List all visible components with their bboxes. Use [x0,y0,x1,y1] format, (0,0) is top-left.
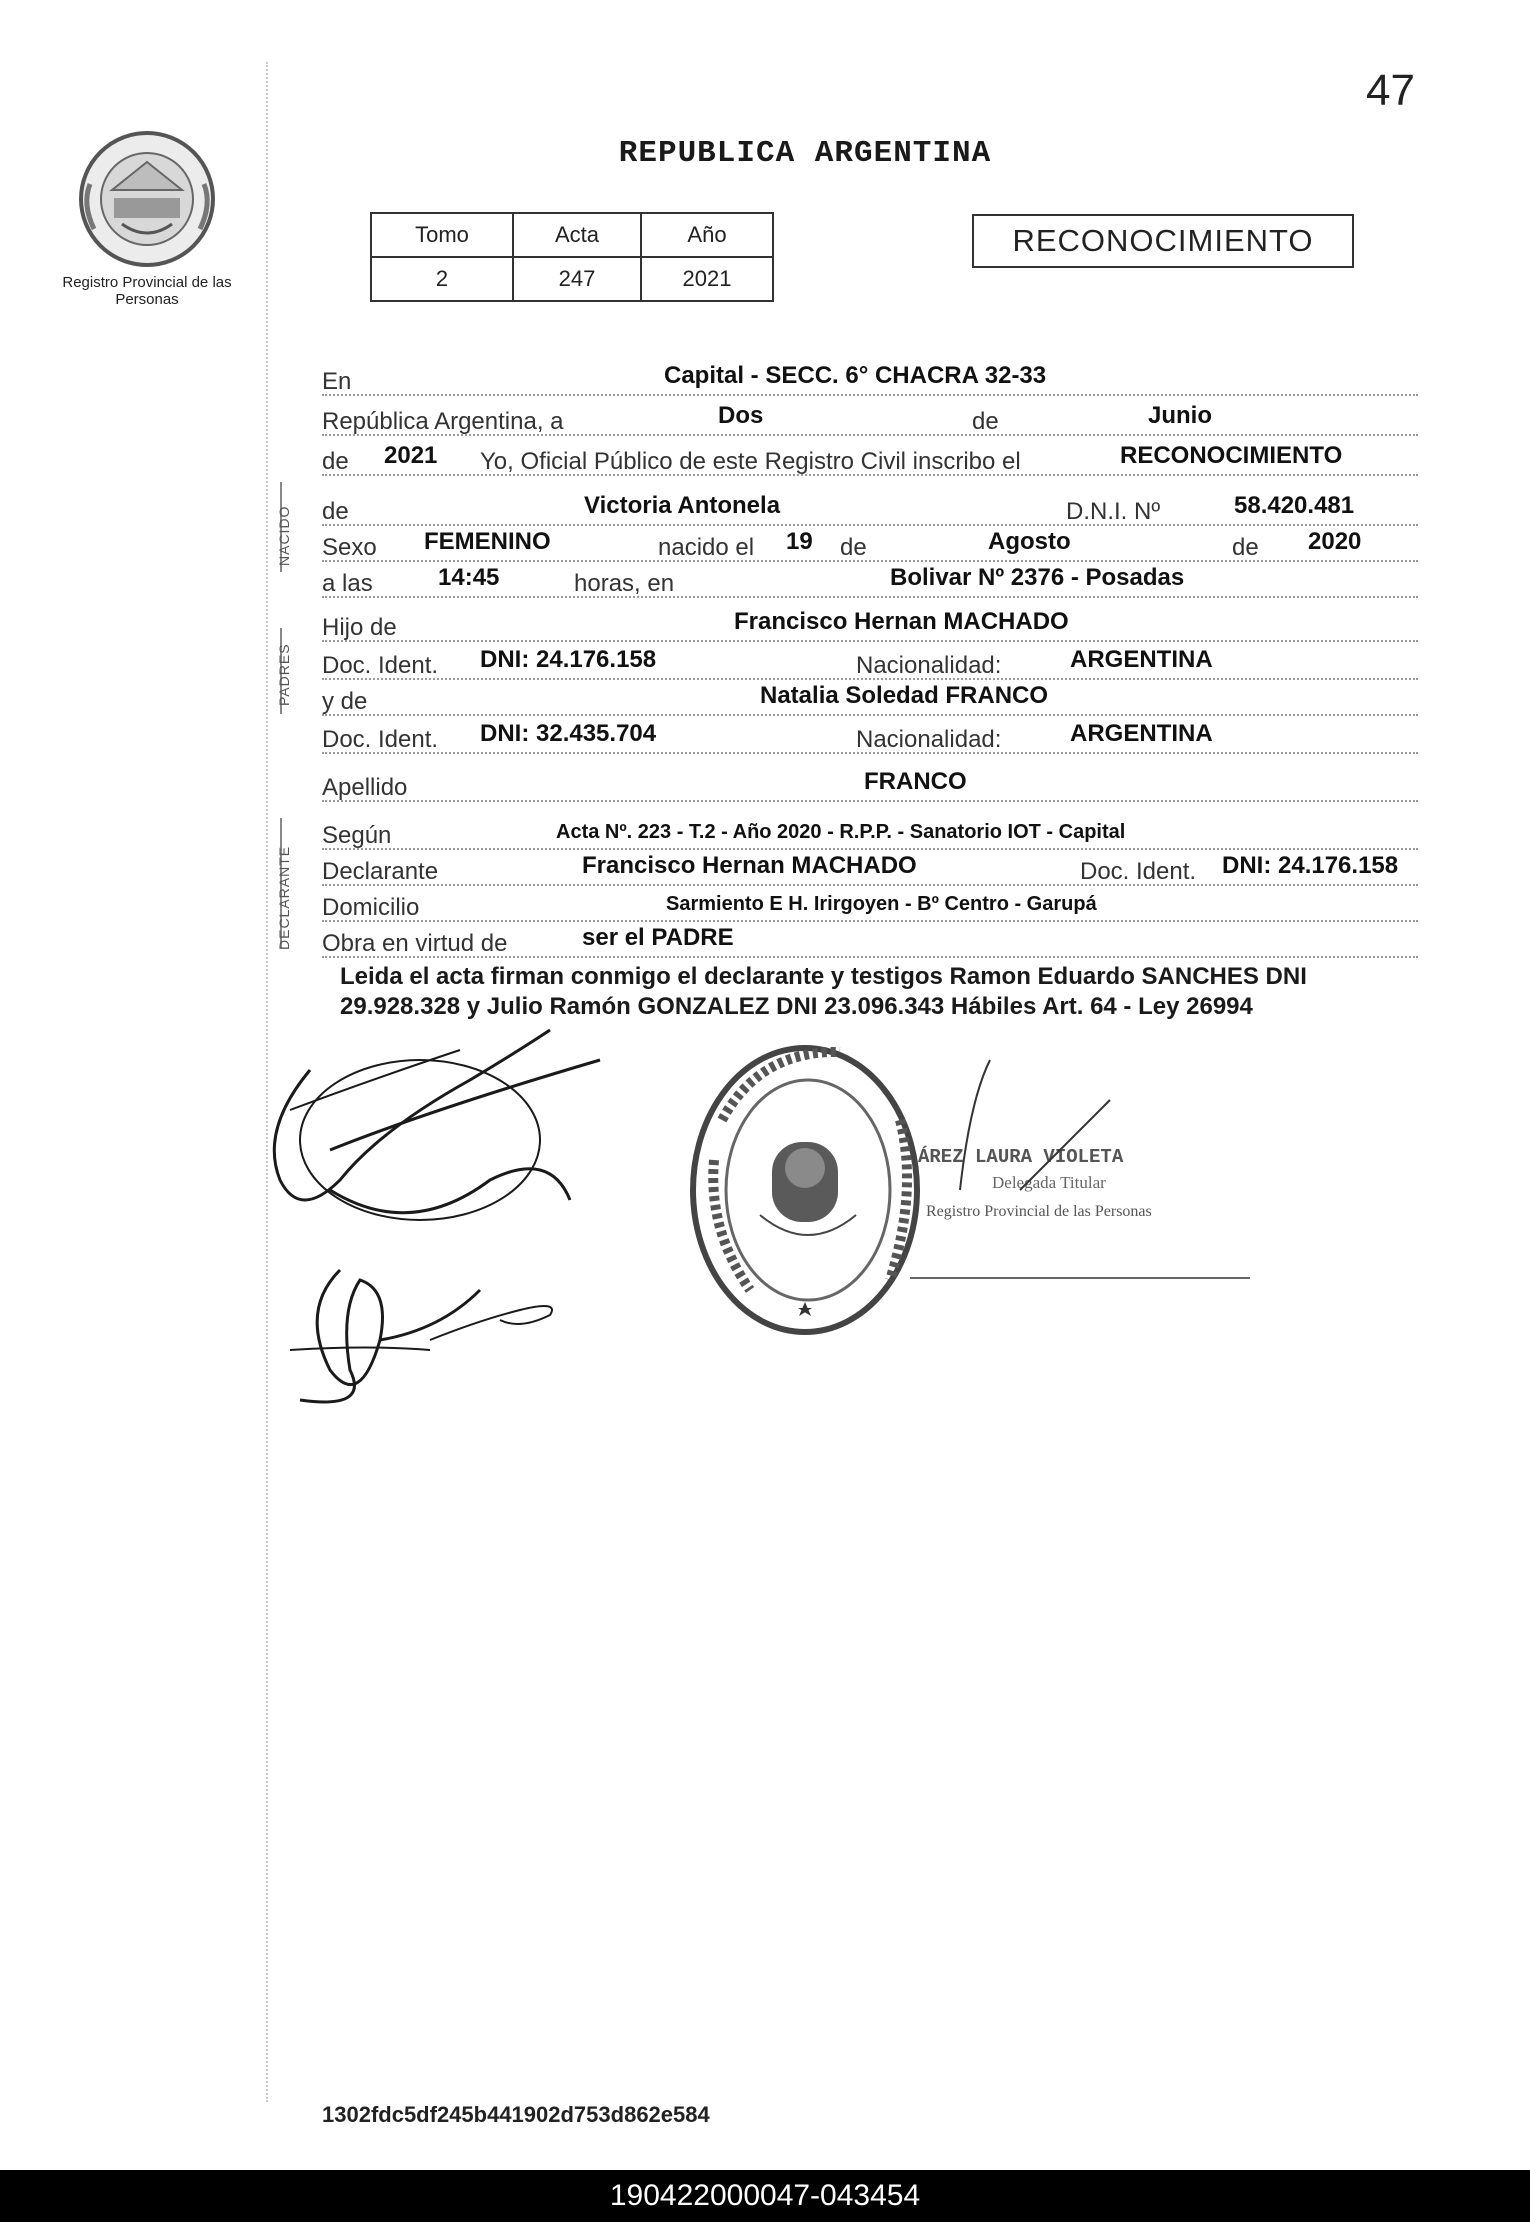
value-domicilio: Sarmiento E H. Irirgoyen - Bº Centro - Garupá [666,893,1097,915]
header-acta: Acta [513,213,641,257]
label-de-2: de [322,448,349,475]
row-domicilio [322,886,1418,922]
label-segun: Según [322,822,392,849]
row-en [322,360,1418,396]
closing-statement: Leida el acta firman conmigo el declarante y testigos Ramon Eduardo SANCHES DNI 29.928.328 y Julio Ramón GONZALEZ DNI 23.096.343 Hábiles Art. 64 - Ley 26994 [340,963,1307,1020]
label-sexo: Sexo [322,534,377,561]
label-de-5: de [1232,534,1259,561]
row-y-de [322,680,1418,716]
value-sexo: FEMENINO [424,528,551,555]
value-lugar-nacimiento: Bolivar Nº 2376 - Posadas [890,564,1185,591]
row-apellido [322,766,1418,802]
label-nacido-el: nacido el [658,534,755,561]
label-doc-ident-declarante: Doc. Ident. [1080,858,1197,885]
side-label-padres: PADRES [276,643,292,706]
value-obra: ser el PADRE [582,924,734,951]
row-sexo [322,526,1418,562]
document-title: REPUBLICA ARGENTINA [618,136,992,171]
header-anio: Año [641,213,773,257]
side-label-nacido: NACIDO [276,505,292,566]
value-apellido: FRANCO [864,768,967,795]
label-a-las: a las [322,570,373,597]
stamp-office: Registro Provincial de las Personas [926,1203,1152,1220]
row-fecha [322,400,1418,436]
label-declarante: Declarante [322,858,439,885]
value-padre-doc: DNI: 24.176.158 [480,646,657,673]
value-nac-mes: Agosto [988,528,1071,555]
record-table [370,212,774,302]
label-en: En [322,368,352,395]
row-madre-doc [322,718,1418,754]
label-doc-ident-padre: Doc. Ident. [322,652,439,679]
label-de-3: de [322,498,349,525]
value-segun: Acta Nº. 223 - T.2 - Año 2020 - R.P.P. - Sanatorio IOT - Capital [556,821,1126,843]
page-number: 47 [1366,66,1415,115]
row-padre-doc [322,644,1418,680]
value-nombre: Victoria Antonela [584,492,781,519]
label-y-de: y de [322,688,368,715]
value-lugar-registro: Capital - SECC. 6° CHACRA 32-33 [664,362,1047,389]
document-hash: 1302fdc5df245b441902d753d862e584 [322,2102,710,2127]
value-tomo: 2 [371,257,513,301]
stamp-role: Delegada Titular [992,1173,1106,1192]
label-oficial: Yo, Oficial Público de este Registro Civil inscribo el [480,448,1021,475]
registry-label: Registro Provincial de las Personas [62,274,232,308]
row-nombre [322,490,1418,526]
value-nac-anio: 2020 [1308,528,1362,555]
official-stamp [690,1040,1250,1340]
value-mes: Junio [1148,402,1212,429]
declarant-signature [270,1020,630,1240]
label-republica: República Argentina, a [322,408,564,435]
footer-id-bar: 190422000047-043454 [0,2170,1530,2222]
value-hora: 14:45 [438,564,500,591]
record-type-box: RECONOCIMIENTO [972,214,1354,268]
row-declarante [322,850,1418,886]
label-nacionalidad-padre: Nacionalidad: [856,652,1002,679]
label-de-1: de [972,408,999,435]
label-de-4: de [840,534,867,561]
label-doc-ident-madre: Doc. Ident. [322,726,439,753]
label-hijo-de: Hijo de [322,614,397,641]
value-madre-nacionalidad: ARGENTINA [1070,720,1213,747]
value-acta: 247 [513,257,641,301]
value-nac-dia: 19 [786,528,813,555]
row-segun [322,814,1418,850]
label-apellido: Apellido [322,774,408,801]
value-padre: Francisco Hernan MACHADO [734,608,1069,635]
value-declarante-doc: DNI: 24.176.158 [1222,852,1399,879]
row-hora [322,562,1418,598]
label-horas-en: horas, en [574,570,675,597]
side-label-declarante: DECLARANTE [276,845,292,950]
value-anio: 2021 [641,257,773,301]
label-dni: D.N.I. Nº [1066,498,1161,525]
value-dni: 58.420.481 [1234,492,1355,519]
label-obra: Obra en virtud de [322,930,508,957]
stamp-name: ÁREZ LAURA VIOLETA [918,1146,1124,1168]
value-declarante: Francisco Hernan MACHADO [582,852,917,879]
value-tipo-acta: RECONOCIMIENTO [1120,442,1343,469]
margin-divider [266,62,268,2102]
row-hijo-de [322,606,1418,642]
label-domicilio: Domicilio [322,894,420,921]
witness-signature [280,1250,600,1420]
value-anio-inscripcion: 2021 [384,442,438,469]
value-madre: Natalia Soledad FRANCO [760,682,1049,709]
value-padre-nacionalidad: ARGENTINA [1070,646,1213,673]
row-obra [322,922,1418,958]
value-madre-doc: DNI: 32.435.704 [480,720,657,747]
row-oficial [322,440,1418,476]
label-nacionalidad-madre: Nacionalidad: [856,726,1002,753]
value-dia: Dos [718,402,764,429]
header-tomo: Tomo [371,213,513,257]
